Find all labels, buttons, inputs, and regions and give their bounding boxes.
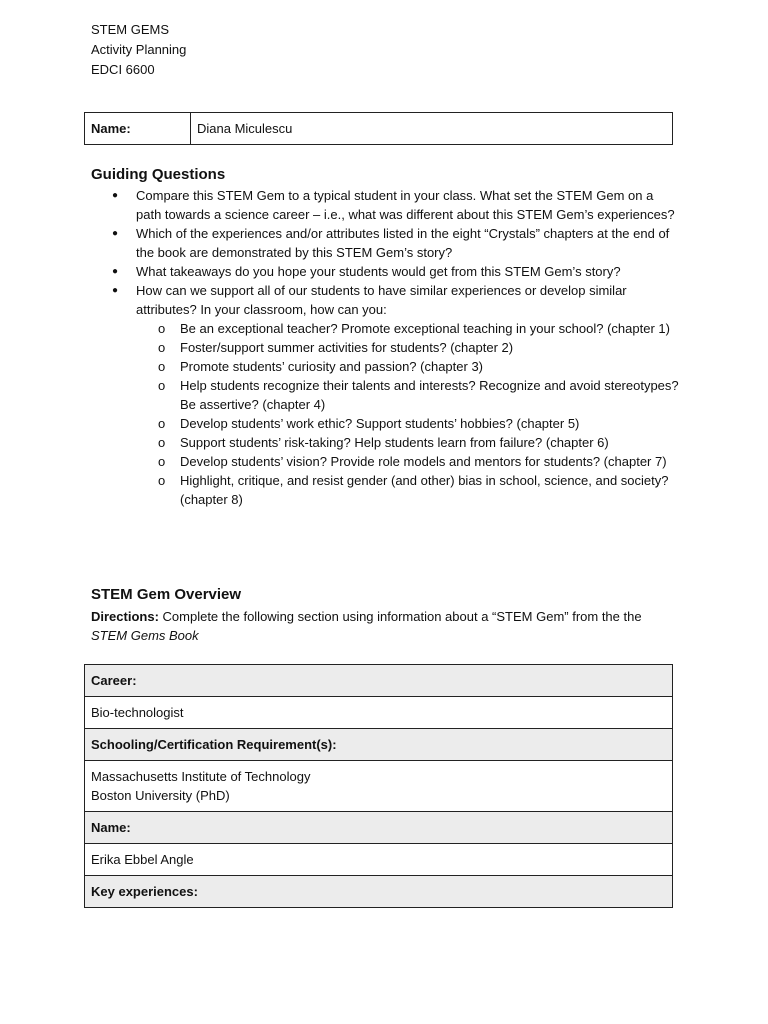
directions-book-title: STEM Gems Book	[91, 628, 199, 643]
guiding-question-text: Which of the experiences and/or attributes listed in the eight “Crystals” chapters at the end of the book are demonstrated by this STEM Gem’s story?	[136, 226, 670, 260]
guiding-question-item	[91, 262, 681, 281]
gem-name-value: Erika Ebbel Angle	[85, 844, 673, 876]
guiding-questions-heading: Guiding Questions	[91, 166, 226, 183]
guiding-question-text: How can we support all of our students to have similar experiences or develop similar attributes? In your classroom, how can you:	[136, 283, 627, 317]
header-line-course: EDCI 6600	[91, 62, 155, 77]
document-header	[91, 20, 186, 80]
student-name-row	[85, 113, 673, 145]
overview-heading: STEM Gem Overview	[91, 586, 242, 603]
key-experiences-label: Key experiences:	[85, 876, 673, 908]
support-sub-item: o Develop students’ vision? Provide role models and mentors for students? (chapter 7)	[136, 452, 681, 471]
schooling-line: Massachusetts Institute of Technology	[91, 769, 311, 784]
stem-gem-table	[84, 664, 673, 908]
student-name-label: Name:	[85, 113, 191, 145]
schooling-value-row	[85, 761, 673, 812]
key-experiences-label-row	[85, 876, 673, 908]
student-name-table	[84, 112, 673, 145]
career-value: Bio-technologist	[85, 697, 673, 729]
support-sub-item: o Highlight, critique, and resist gender (and other) bias in school, science, and society? (chapter 8)	[136, 471, 681, 509]
support-sub-item: o Foster/support summer activities for students? (chapter 2)	[136, 338, 681, 357]
support-sub-item: o Support students’ risk-taking? Help students learn from failure? (chapter 6)	[136, 433, 681, 452]
career-value-row	[85, 697, 673, 729]
gem-name-value-row	[85, 844, 673, 876]
support-sub-item: o Help students recognize their talents and interests? Recognize and avoid stereotypes? Be assertive? (chapter 4)	[136, 376, 681, 414]
guiding-question-text: What takeaways do you hope your students would get from this STEM Gem’s story?	[136, 264, 621, 279]
schooling-value	[85, 761, 673, 812]
support-sub-item: o Be an exceptional teacher? Promote exceptional teaching in your school? (chapter 1)	[136, 319, 681, 338]
career-label-row	[85, 665, 673, 697]
schooling-label-row	[85, 729, 673, 761]
career-label: Career:	[85, 665, 673, 697]
overview-directions	[91, 607, 671, 645]
schooling-label: Schooling/Certification Requirement(s):	[85, 729, 673, 761]
guiding-question-item	[91, 281, 681, 509]
header-line-program: STEM GEMS	[91, 22, 170, 37]
directions-text: Complete the following section using information about a “STEM Gem” from the the	[158, 609, 642, 624]
guiding-questions-list	[91, 186, 681, 509]
guiding-question-item	[91, 186, 681, 224]
classroom-support-list	[136, 319, 681, 509]
directions-label: Directions:	[91, 609, 159, 624]
support-sub-item: o Develop students’ work ethic? Support students’ hobbies? (chapter 5)	[136, 414, 681, 433]
gem-name-label: Name:	[85, 812, 673, 844]
schooling-line: Boston University (PhD)	[91, 788, 230, 803]
guiding-question-text: Compare this STEM Gem to a typical student in your class. What set the STEM Gem on a path towards a science career – i.e., what was different about this STEM Gem’s experiences?	[136, 188, 675, 222]
gem-name-label-row	[85, 812, 673, 844]
header-line-activity: Activity Planning	[91, 42, 187, 57]
guiding-question-item	[91, 224, 681, 262]
support-sub-item: o Promote students’ curiosity and passion? (chapter 3)	[136, 357, 681, 376]
student-name-value: Diana Miculescu	[191, 113, 673, 145]
